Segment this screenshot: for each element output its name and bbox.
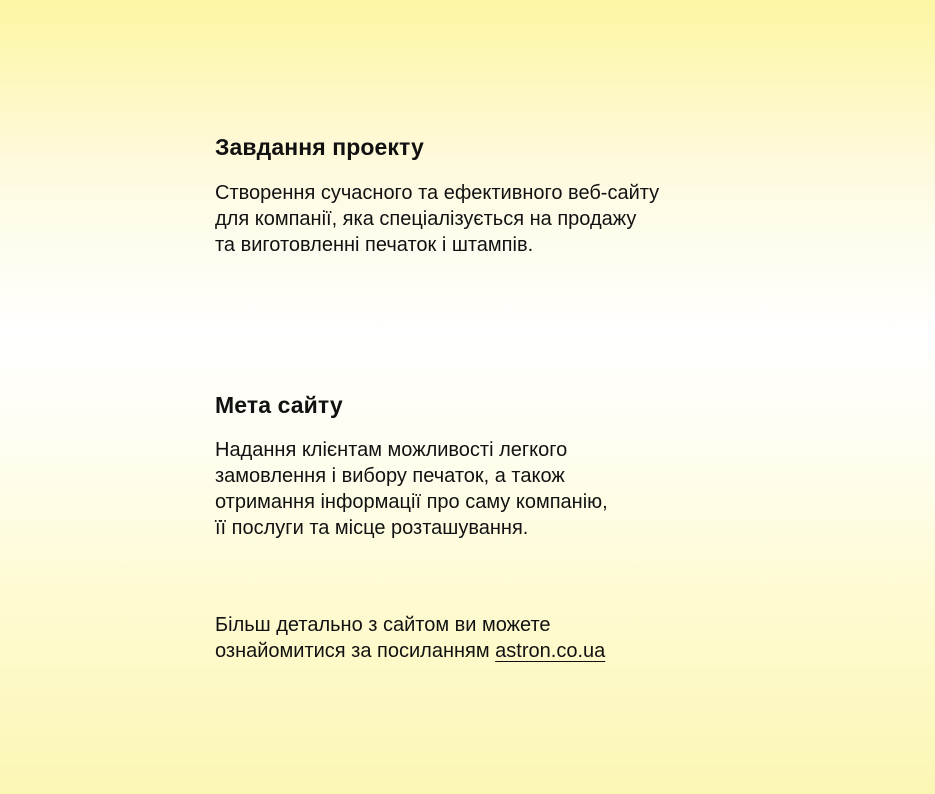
more-line-2-text: ознайомитися за посиланням [215,640,496,662]
goal-description [215,437,608,541]
task-title: Завдання проекту [215,134,424,160]
task-line: та виготовленні печаток і штампів. [215,234,534,256]
task-line: для компанії, яка спеціалізується на продажу [215,208,637,230]
more-info [215,612,605,664]
more-line-2 [215,638,605,664]
task-line: Створення сучасного та ефективного веб-сайту [215,182,660,204]
goal-line: її послуги та місце розташування. [215,517,529,539]
more-line-1: Більш детально з сайтом ви можете [215,614,551,636]
task-description [215,180,659,258]
goal-title: Мета сайту [215,392,343,418]
goal-line: отримання інформації про саму компанію, [215,491,608,513]
goal-line: замовлення і вибору печаток, а також [215,465,565,487]
goal-line: Надання клієнтам можливості легкого [215,439,568,461]
site-link[interactable]: astron.co.ua [495,640,606,662]
